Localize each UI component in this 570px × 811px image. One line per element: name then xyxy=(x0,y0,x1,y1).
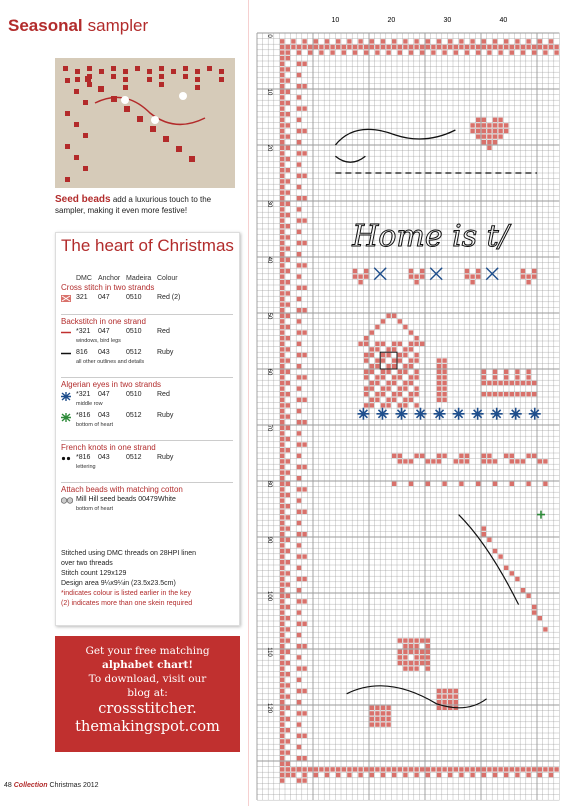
key-row xyxy=(61,412,233,422)
chart-y-tick: 80 xyxy=(266,480,273,488)
line-red-symbol-icon xyxy=(61,329,71,336)
key-row xyxy=(61,454,233,464)
key-madeira: 0512 xyxy=(126,349,142,356)
page-title-light: sampler xyxy=(87,16,149,35)
caption-heading: Seed beads xyxy=(55,194,111,205)
key-anchor: 043 xyxy=(98,454,110,461)
key-section-title: Backstitch in one strand xyxy=(61,317,146,326)
issue-name: Christmas 2012 xyxy=(49,782,99,789)
key-divider xyxy=(61,482,233,483)
key-colour: Ruby xyxy=(157,454,174,461)
chart-x-tick: 20 xyxy=(387,17,396,24)
key-anchor: 047 xyxy=(98,328,110,335)
col-dmc: DMC xyxy=(76,275,92,282)
key-section-title: Algerian eyes in two strands xyxy=(61,380,162,389)
key-anchor: 043 xyxy=(98,349,110,356)
key-colour: White xyxy=(158,496,176,503)
promo-line2: alphabet chart! xyxy=(102,659,193,671)
key-row xyxy=(61,294,233,304)
page-number: 48 xyxy=(4,782,12,789)
stitch-info-line: Stitched using DMC threads on 28HPI linen xyxy=(61,550,197,557)
stitch-info-line: over two threads xyxy=(61,560,113,567)
chart-y-tick: 90 xyxy=(266,536,273,544)
chart-y-tick: 60 xyxy=(266,368,273,376)
key-row xyxy=(61,496,233,506)
col-anchor: Anchor xyxy=(98,275,121,282)
chart-y-tick: 110 xyxy=(266,647,273,657)
key-row xyxy=(61,349,233,359)
key-note: bottom of heart xyxy=(76,422,113,428)
chart-y-tick: 70 xyxy=(266,424,273,432)
key-madeira: 0510 xyxy=(126,294,142,301)
chart-y-tick: 120 xyxy=(266,702,273,714)
star-green-symbol-icon xyxy=(61,413,71,420)
left-panel xyxy=(0,0,248,806)
chart-y-tick: 10 xyxy=(266,88,273,96)
key-divider xyxy=(61,440,233,441)
key-colour: Red xyxy=(157,391,170,398)
star-blue-symbol-icon xyxy=(61,392,71,399)
chart-key xyxy=(55,232,240,626)
key-madeira: 0510 xyxy=(126,328,142,335)
chart-y-tick: 100 xyxy=(266,590,273,602)
key-note: all other outlines and details xyxy=(76,359,145,365)
footnote: (2) indicates more than one skein required xyxy=(61,600,193,607)
key-note: bottom of heart xyxy=(76,506,113,512)
key-dmc: 321 xyxy=(76,294,88,301)
sampler-photo-illustration xyxy=(55,58,235,188)
promo-line4: blog at: xyxy=(127,687,168,699)
key-divider xyxy=(61,314,233,315)
chart-lettering: Home is t/ xyxy=(352,218,509,254)
page-title-bold: Seasonal xyxy=(8,16,83,35)
cross-stitch-chart xyxy=(250,0,568,811)
magazine-name: Collection xyxy=(13,782,48,789)
key-title: The heart of Christmas xyxy=(61,236,234,255)
key-note: middle row xyxy=(76,401,103,407)
page-title xyxy=(8,16,148,36)
chart-grid-svg xyxy=(250,0,568,806)
page-footer xyxy=(4,782,99,789)
key-madeira: 0510 xyxy=(126,391,142,398)
promo-site2[interactable]: themakingspot.com xyxy=(75,719,220,735)
stitch-info-line: Design area 9¼x9¼in (23.5x23.5cm) xyxy=(61,580,176,587)
key-note: lettering xyxy=(76,464,96,470)
chart-x-tick: 40 xyxy=(499,17,508,24)
key-dmc: *321 xyxy=(76,328,91,335)
key-dmc: *816 xyxy=(76,412,91,419)
key-dmc: *816 xyxy=(76,454,91,461)
key-madeira: 0512 xyxy=(126,412,142,419)
key-section-title: French knots in one strand xyxy=(61,443,156,452)
chart-x-tick: 10 xyxy=(331,17,340,24)
key-dmc: 816 xyxy=(76,349,88,356)
footnote: *indicates colour is listed earlier in the key xyxy=(61,590,191,597)
key-colour: Ruby xyxy=(157,349,174,356)
line-black-symbol-icon xyxy=(61,350,71,357)
chart-y-tick: 20 xyxy=(266,144,273,152)
beads-symbol-icon xyxy=(61,497,71,504)
key-section-title: Attach beads with matching cotton xyxy=(61,485,183,494)
col-colour: Colour xyxy=(157,275,178,282)
key-anchor: 043 xyxy=(98,412,110,419)
key-colour: Red xyxy=(157,328,170,335)
alphabet-promo xyxy=(55,636,240,752)
chart-y-tick: 30 xyxy=(266,200,273,208)
stitch-info-line: Stitch count 129x129 xyxy=(61,570,127,577)
photo-caption xyxy=(55,194,240,216)
key-row xyxy=(61,328,233,338)
key-colour: Red (2) xyxy=(157,294,181,301)
key-divider xyxy=(61,377,233,378)
chart-edge-line xyxy=(248,0,249,806)
promo-line1: Get your free matching xyxy=(85,645,210,657)
key-madeira: 0512 xyxy=(126,454,142,461)
promo-line3: To download, visit our xyxy=(88,673,207,685)
col-madeira: Madeira xyxy=(126,275,152,282)
promo-site1[interactable]: crossstitcher. xyxy=(98,701,197,717)
cross-red-symbol-icon xyxy=(61,295,71,302)
key-anchor: 047 xyxy=(98,391,110,398)
key-section-title: Cross stitch in two strands xyxy=(61,283,155,292)
key-row xyxy=(61,391,233,401)
key-dmc: Mill Hill seed beads 00479 xyxy=(76,496,158,503)
dots-symbol-icon xyxy=(61,455,71,462)
key-colour: Ruby xyxy=(157,412,174,419)
stitch-info xyxy=(61,549,236,609)
chart-y-tick: 50 xyxy=(266,312,273,320)
chart-y-tick: 40 xyxy=(266,256,273,264)
sampler-photo xyxy=(55,58,235,188)
caption-text: add a luxurious touch to the sampler, making it even more festive! xyxy=(55,195,212,215)
chart-y-tick: 0 xyxy=(266,34,273,38)
key-note: windows, bird legs xyxy=(76,338,121,344)
key-dmc: *321 xyxy=(76,391,91,398)
key-anchor: 047 xyxy=(98,294,110,301)
chart-x-tick: 30 xyxy=(443,17,452,24)
